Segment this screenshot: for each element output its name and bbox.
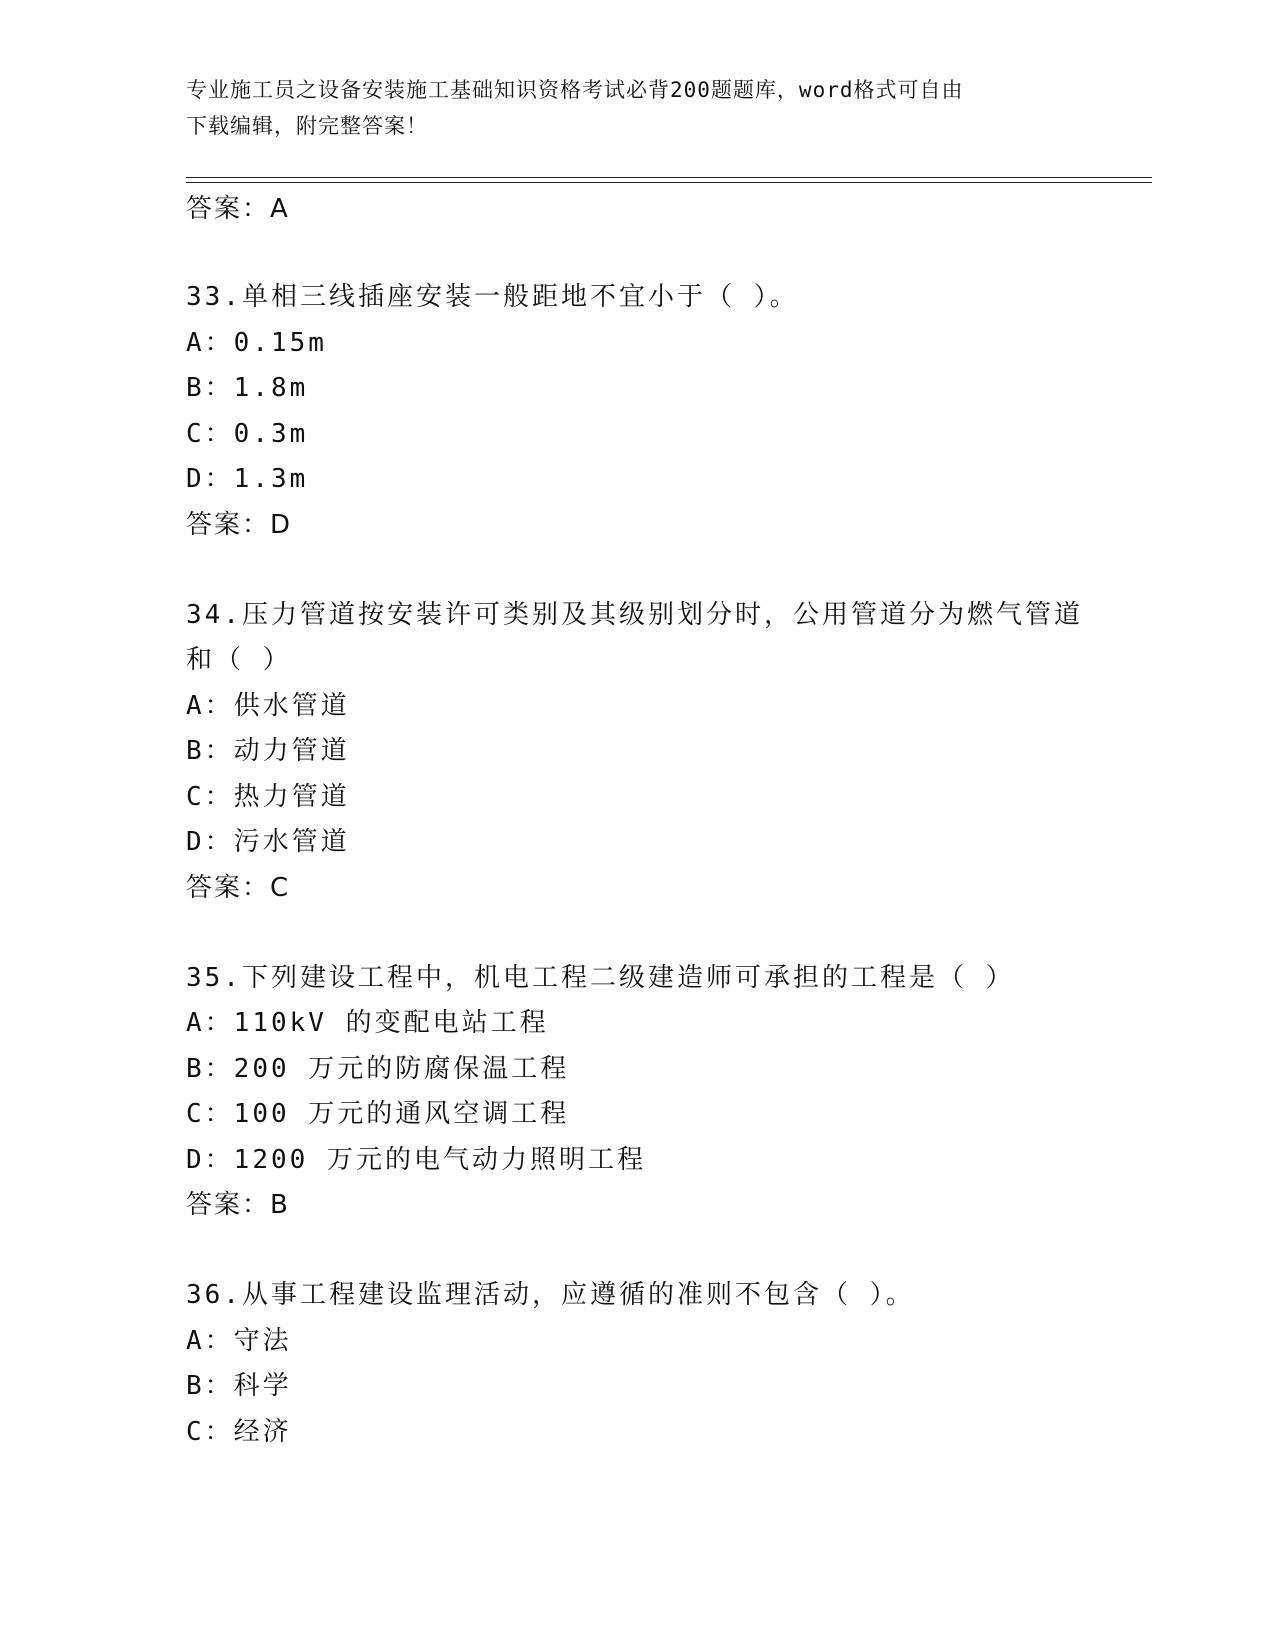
question-36 — [186, 1273, 1086, 1455]
option-c: C：热力管道 — [186, 781, 350, 812]
option-c: C：经济 — [186, 1416, 292, 1447]
option-b: B：1.8m — [186, 373, 309, 403]
header-line-1: 专业施工员之设备安装施工基础知识资格考试必背200题题库，word格式可自由 — [186, 78, 964, 102]
document-header — [186, 72, 1066, 144]
question-33 — [186, 275, 1086, 547]
option-d: D：1200 万元的电气动力照明工程 — [186, 1144, 646, 1175]
question-34 — [186, 593, 1086, 910]
option-b: B：200 万元的防腐保温工程 — [186, 1053, 570, 1084]
question-stem: 36.从事工程建设监理活动，应遵循的准则不包含（ ）。 — [186, 1280, 915, 1310]
header-divider-bottom — [186, 182, 1152, 183]
answer-line: 答案：C — [186, 872, 291, 903]
option-b: B：动力管道 — [186, 736, 350, 766]
question-35 — [186, 956, 1086, 1228]
option-b: B：科学 — [186, 1371, 292, 1401]
question-stem-line-2: 和（ ） — [186, 645, 292, 675]
question-stem: 35.下列建设工程中，机电工程二级建造师可承担的工程是（ ） — [186, 962, 1015, 993]
previous-answer: 答案：A — [186, 194, 290, 224]
option-d: D：1.3m — [186, 464, 309, 494]
option-d: D：污水管道 — [186, 827, 350, 857]
option-c: C：100 万元的通风空调工程 — [186, 1099, 570, 1129]
header-line-2: 下载编辑，附完整答案！ — [186, 114, 428, 138]
answer-line: 答案：B — [186, 1190, 290, 1220]
option-c: C：0.3m — [186, 418, 309, 449]
header-divider-top — [186, 177, 1152, 178]
answer-line: 答案：D — [186, 509, 293, 540]
option-a: A：0.15m — [186, 327, 327, 358]
option-a: A：守法 — [186, 1325, 292, 1356]
question-stem — [186, 593, 1086, 684]
option-a: A：110kV 的变配电站工程 — [186, 1008, 549, 1038]
question-stem-line-1: 34.压力管道按安装许可类别及其级别划分时，公用管道分为燃气管道 — [186, 599, 1083, 630]
option-a: A：供水管道 — [186, 690, 350, 721]
question-list — [186, 187, 1086, 1455]
question-stem: 33.单相三线插座安装一般距地不宜小于（ ）。 — [186, 282, 799, 312]
